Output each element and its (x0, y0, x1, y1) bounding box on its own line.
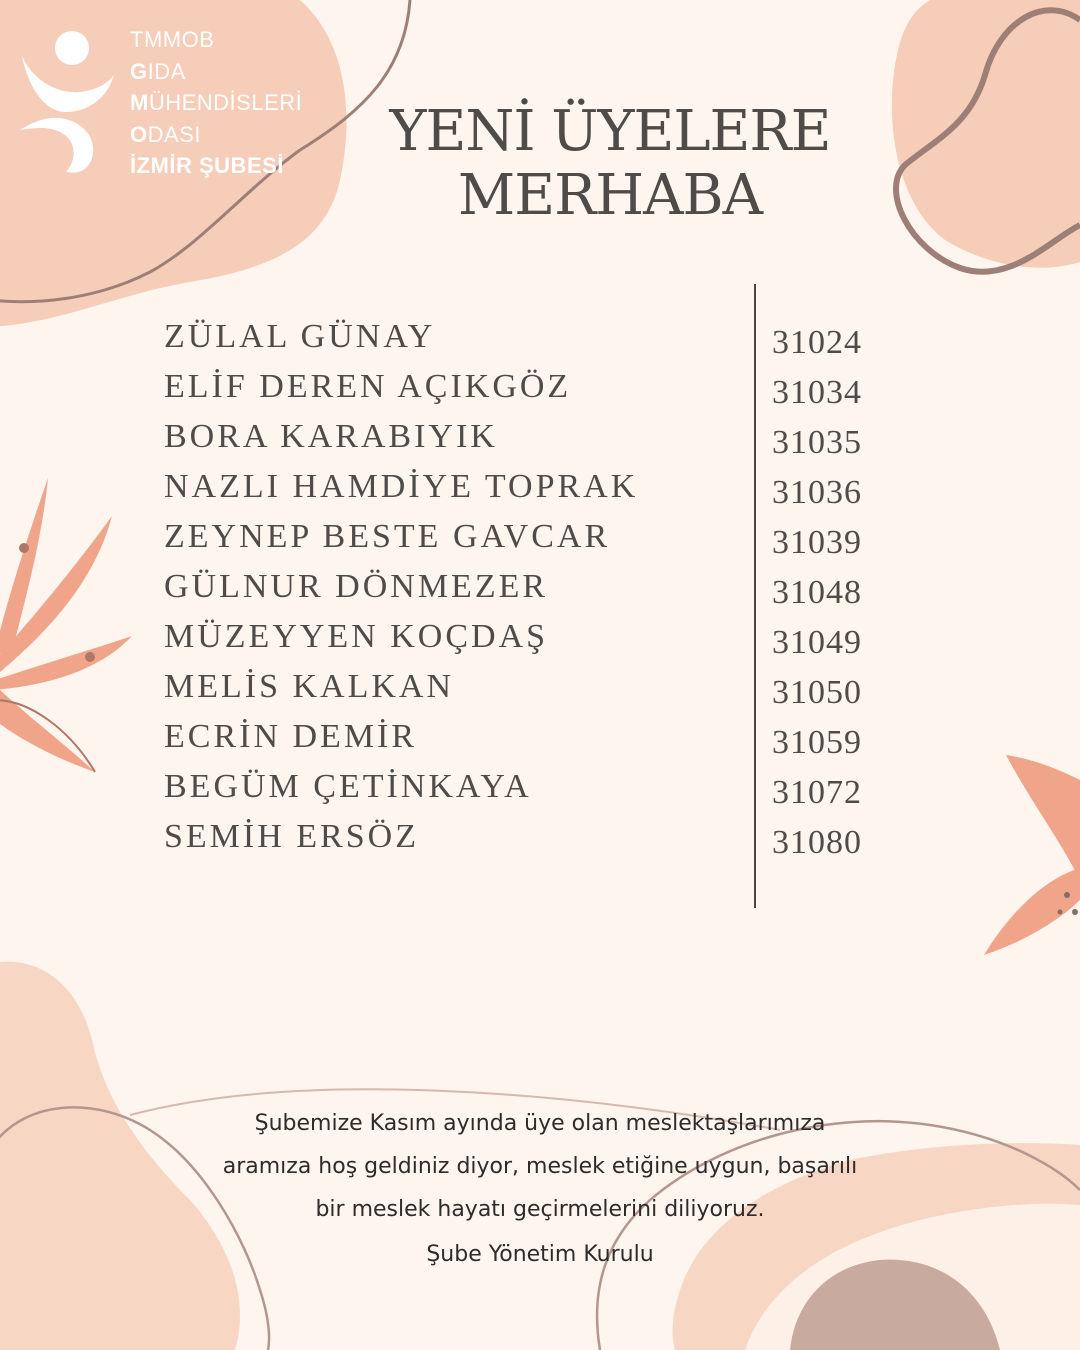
member-name: BEGÜM ÇETİNKAYA (164, 768, 532, 805)
list-item (164, 718, 924, 768)
member-number: 31048 (772, 574, 862, 611)
message-line-2: aramıza hoş geldiniz diyor, meslek etiğine uygun, başarılı (222, 1154, 858, 1179)
member-name: BORA KARABIYIK (164, 418, 498, 455)
list-item (164, 368, 924, 418)
list-item (164, 318, 924, 368)
member-name: NAZLI HAMDİYE TOPRAK (164, 468, 639, 505)
member-name: ELİF DEREN AÇIKGÖZ (164, 368, 572, 405)
member-name: ZÜLAL GÜNAY (164, 318, 436, 355)
list-item (164, 818, 924, 868)
message-line-1: Şubemize Kasım ayında üye olan meslektaşlarımıza (254, 1111, 826, 1136)
list-item (164, 768, 924, 818)
member-number: 31059 (772, 724, 862, 761)
title-line-1: YENİ ÜYELERE (389, 99, 831, 164)
list-item (164, 618, 924, 668)
top-right-blob (892, 0, 1080, 268)
signature: Şube Yönetim Kurulu (426, 1242, 654, 1267)
list-item (164, 468, 924, 518)
organization-logo (18, 22, 318, 182)
member-number: 31050 (772, 674, 862, 711)
list-item (164, 568, 924, 618)
member-number: 31072 (772, 774, 862, 811)
member-name: MÜZEYYEN KOÇDAŞ (164, 618, 549, 655)
logo-line-3: MÜHENDİSLERİ (130, 90, 303, 115)
member-number: 31039 (772, 524, 862, 561)
member-list (164, 318, 924, 868)
logo-text (130, 24, 302, 182)
list-item (164, 518, 924, 568)
page-title (300, 100, 920, 228)
member-number: 31080 (772, 824, 862, 861)
member-name: GÜLNUR DÖNMEZER (164, 568, 549, 605)
member-name: MELİS KALKAN (164, 668, 455, 705)
list-item (164, 668, 924, 718)
list-item (164, 418, 924, 468)
member-name: SEMİH ERSÖZ (164, 818, 419, 855)
logo-line-2: GIDA (130, 58, 186, 84)
member-number: 31049 (772, 624, 862, 661)
welcome-message (140, 1102, 940, 1231)
member-number: 31024 (772, 324, 862, 361)
logo-line-4: ODASI (130, 121, 201, 147)
member-number: 31035 (772, 424, 862, 461)
title-line-2: MERHABA (457, 163, 763, 228)
left-leaves (0, 478, 132, 772)
member-name: ZEYNEP BESTE GAVCAR (164, 518, 611, 555)
member-number: 31034 (772, 374, 862, 411)
logo-figure-icon (18, 26, 118, 176)
message-line-3: bir meslek hayatı geçirmelerini diliyoruz. (315, 1197, 765, 1222)
member-name: ECRİN DEMİR (164, 718, 418, 755)
member-number: 31036 (772, 474, 862, 511)
logo-line-1: TMMOB (130, 27, 215, 52)
logo-branch: İZMİR ŞUBESİ (130, 153, 284, 178)
right-flower (984, 755, 1080, 955)
